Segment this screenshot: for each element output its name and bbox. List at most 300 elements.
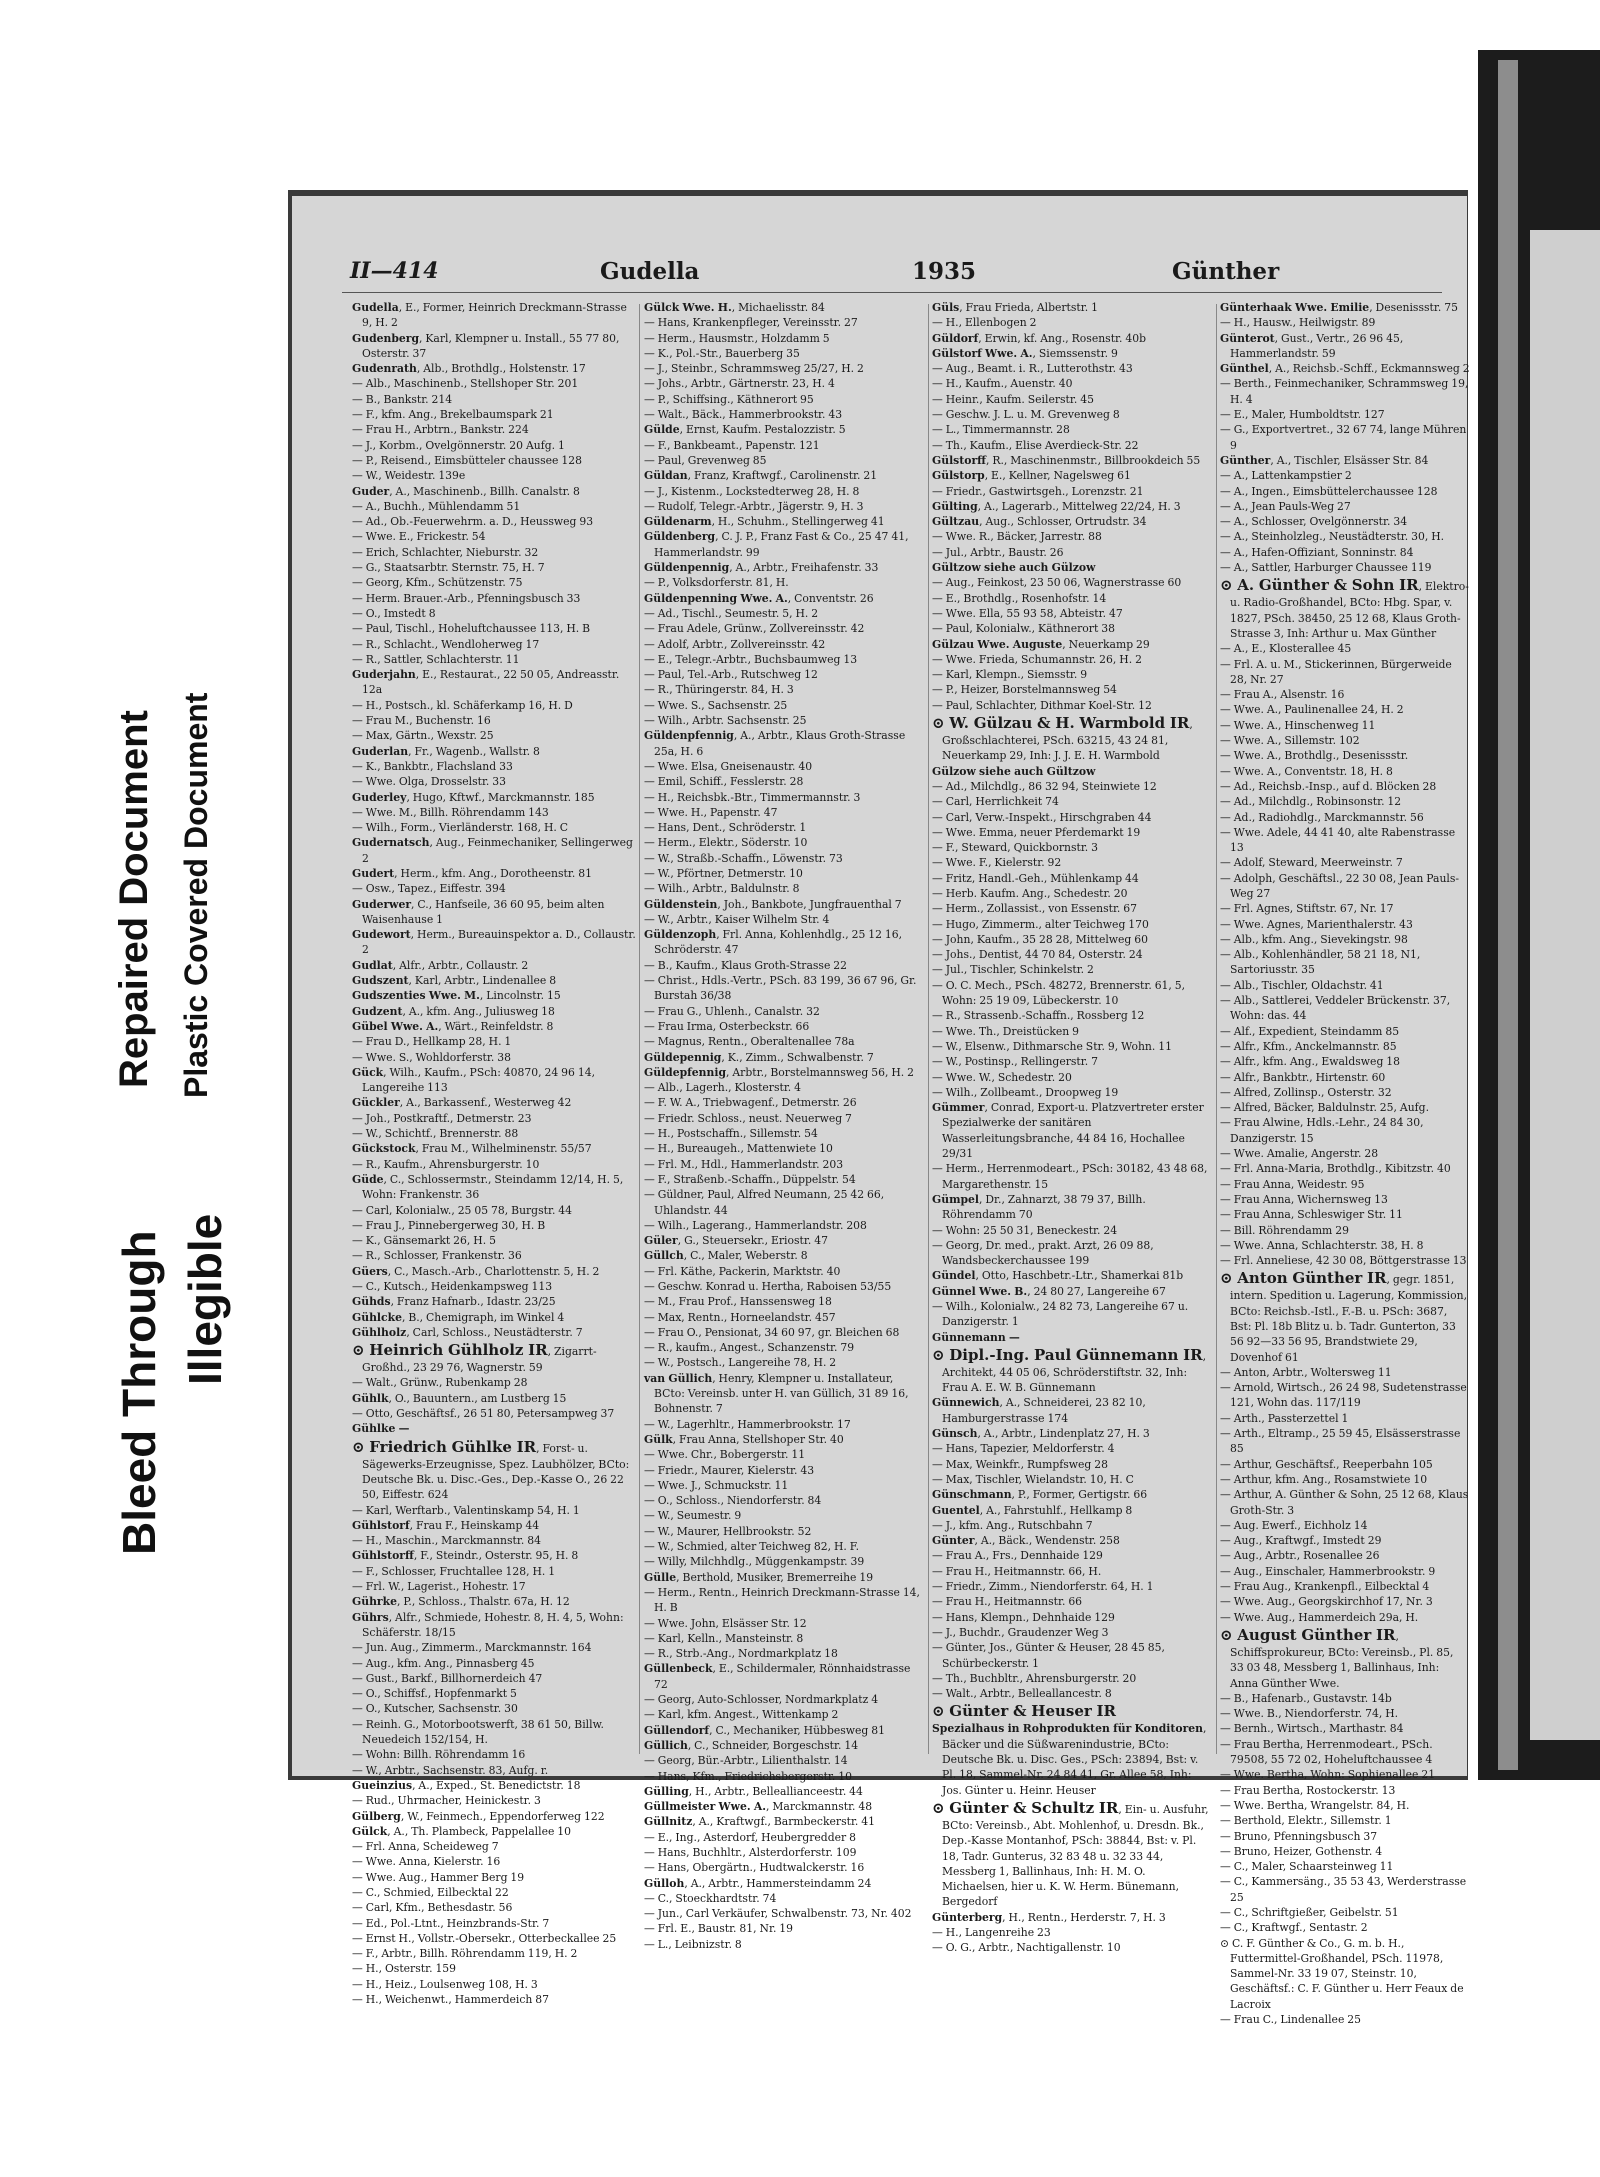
directory-entry: — Herb. Kaufm. Ang., Schedestr. 20 xyxy=(932,886,1128,900)
directory-entry: — B., Bankstr. 214 xyxy=(352,392,453,406)
directory-entry: — Ad., Radiohdlg., Marckmannstr. 56 xyxy=(1220,810,1424,824)
directory-entry: — Th., Buchbltr., Ahrensburgerstr. 20 xyxy=(932,1671,1137,1685)
directory-entry: — Erich, Schlachter, Nieburstr. 32 xyxy=(352,545,539,559)
directory-entry: — P., Heizer, Borstelmannsweg 54 xyxy=(932,683,1117,697)
directory-entry: ⊙ Friedrich Gühlke IR, Forst- u. Sägewerks-Erzeugnisse, Spez. Laubhölzer, BCto: Deutsche Bk. u. Disc.-Ges., Dep.-Kasse O., 26 22 50, Eiffestr. 624 xyxy=(352,1437,630,1502)
next-page-edge xyxy=(1530,230,1600,1740)
directory-entry: — Paul, Grevenweg 85 xyxy=(644,453,767,467)
directory-entry: — H., Weichenwt., Hammerdeich 87 xyxy=(352,1993,550,2007)
directory-entry: — O., Imstedt 8 xyxy=(352,606,436,620)
directory-entry: Gühlke — xyxy=(352,1422,410,1436)
directory-entry: Güllmeister Wwe. A., Marckmannstr. 48 xyxy=(644,1800,873,1814)
directory-entry: — H., Ellenbogen 2 xyxy=(932,316,1037,330)
directory-entry: — P., Schiffsing., Käthnerort 95 xyxy=(644,392,814,406)
directory-entry: — Frl. A. u. M., Stickerinnen, Bürgerweide 28, Nr. 27 xyxy=(1220,657,1452,686)
directory-entry: — Frau D., Hellkamp 28, H. 1 xyxy=(352,1035,512,1049)
directory-entry: — Emil, Schiff., Fesslerstr. 28 xyxy=(644,775,804,789)
directory-entry: — Frl. Käthe, Packerin, Marktstr. 40 xyxy=(644,1264,841,1278)
directory-entry: — A., Schlosser, Ovelgönnerstr. 34 xyxy=(1220,515,1408,529)
directory-entry: Güllich, C., Schneider, Borgeschstr. 14 xyxy=(644,1738,859,1752)
directory-entry: — E., Ing., Asterdorf, Heubergredder 8 xyxy=(644,1830,856,1844)
directory-entry: — Jul., Tischler, Schinkelstr. 2 xyxy=(932,963,1094,977)
directory-entry: Günterot, Gust., Vertr., 26 96 45, Hammerlandstr. 59 xyxy=(1220,331,1404,360)
directory-entry: Güde, C., Schlossermstr., Steindamm 12/14, H. 5, Wohn: Frankenstr. 36 xyxy=(352,1172,624,1202)
directory-entry: — Max, Weinkfr., Rumpfsweg 28 xyxy=(932,1457,1108,1471)
directory-entry: — Frl. M., Hdl., Hammerlandstr. 203 xyxy=(644,1157,844,1171)
directory-entry: — Frau Anna, Schleswiger Str. 11 xyxy=(1220,1208,1403,1222)
directory-entry: — Ed., Pol.-Ltnt., Heinzbrands-Str. 7 xyxy=(352,1916,550,1930)
directory-entry: — Adolf, Arbtr., Zollvereinsstr. 42 xyxy=(644,637,826,651)
directory-entry: — Herm., Elektr., Söderstr. 10 xyxy=(644,836,808,850)
directory-entry: Gülde, Ernst, Kaufm. Pestalozzistr. 5 xyxy=(644,423,846,437)
directory-entry: — M., Frau Prof., Hanssensweg 18 xyxy=(644,1295,832,1309)
directory-entry: — F., Steward, Quickbornstr. 3 xyxy=(932,841,1099,855)
directory-entry: — Wwe. H., Papenstr. 47 xyxy=(644,805,778,819)
directory-entry: ⊙ Dipl.-Ing. Paul Günnemann IR, Architekt, 44 05 06, Schröderstiftstr. 32, Inh: Frau A. E. W. B. Günnemann xyxy=(932,1345,1207,1395)
directory-entry: — Wilh., Kolonialw., 24 82 73, Langereihe 67 u. Danzigerstr. 1 xyxy=(932,1300,1189,1329)
plastic-covered-label: Plastic Covered Document xyxy=(178,692,214,1098)
directory-entry: Gültzow siehe auch Gülzow xyxy=(932,561,1096,575)
directory-entry: Günnel Wwe. B., 24 80 27, Langereihe 67 xyxy=(932,1284,1166,1298)
directory-entry: — Reinh. G., Motorbootswerft, 38 61 50, Billw. Neuedeich 152/154, H. xyxy=(352,1717,604,1747)
directory-entry: — Ad., Ob.-Feuerwehrm. a. D., Heussweg 93 xyxy=(352,515,594,529)
directory-entry: — Frau M., Buchenstr. 16 xyxy=(352,714,491,728)
directory-entry: — Aug., kfm. Ang., Pinnasberg 45 xyxy=(352,1656,535,1670)
directory-entry: Gührs, Alfr., Schmiede, Hohestr. 8, H. 4, 5, Wohn: Schäferstr. 18/15 xyxy=(352,1610,624,1639)
directory-entry: — H., Postsch., kl. Schäferkamp 16, H. D xyxy=(352,698,573,712)
directory-entry: — Christ., Hdls.-Vertr., PSch. 83 199, 36 67 96, Gr. Burstah 36/38 xyxy=(644,974,917,1003)
directory-entry: Gülzow siehe auch Gültzow xyxy=(932,764,1096,778)
directory-entry: — Wilh., Arbtr. Sachsenstr. 25 xyxy=(644,714,807,728)
directory-entry: — Frl. W., Lagerist., Hohestr. 17 xyxy=(352,1580,526,1594)
directory-entry: — Frl. Anneliese, 42 30 08, Böttgerstrasse 13 xyxy=(1220,1254,1467,1268)
directory-entry: — Wwe. Bertha, Wohn: Sophienallee 21 xyxy=(1220,1768,1436,1782)
directory-entry: — Herm., Rentn., Heinrich Dreckmann-Strasse 14, H. B xyxy=(644,1585,920,1615)
directory-entry: — Alfr., Kfm., Anckelmannstr. 85 xyxy=(1220,1039,1397,1053)
directory-entry: — Wwe. B., Niendorferstr. 74, H. xyxy=(1220,1707,1399,1721)
directory-entry: — Adolph, Geschäftsl., 22 30 08, Jean Pauls-Weg 27 xyxy=(1220,871,1460,900)
directory-entry: — Jun., Carl Verkäufer, Schwalbenstr. 73, Nr. 402 xyxy=(644,1907,912,1921)
directory-entry: — Friedr., Zimm., Niendorferstr. 64, H. 1 xyxy=(932,1580,1154,1594)
directory-entry: — F. W. A., Triebwagenf., Detmerstr. 26 xyxy=(644,1096,857,1110)
directory-entry: — Wwe. Amalie, Angerstr. 28 xyxy=(1220,1147,1379,1161)
directory-entry: — Adolf, Steward, Meerweinstr. 7 xyxy=(1220,856,1403,870)
directory-entry: — Herm., Herrenmodeart., PSch: 30182, 43 48 68, Margarethenstr. 15 xyxy=(932,1162,1208,1191)
directory-entry: Guderwer, C., Hanfseile, 36 60 95, beim alten Waisenhause 1 xyxy=(352,897,605,926)
directory-entry: — Herm., Zollassist., von Essenstr. 67 xyxy=(932,902,1138,916)
directory-entry: — Aug., Beamt. i. R., Lutterothstr. 43 xyxy=(932,362,1133,376)
directory-entry: — Frau G., Uhlenh., Canalstr. 32 xyxy=(644,1004,820,1018)
directory-entry: Günterberg, H., Rentn., Herderstr. 7, H. 3 xyxy=(932,1910,1166,1924)
directory-entry: — Paul, Tel.-Arb., Rutschweg 12 xyxy=(644,668,818,682)
directory-entry: — A., Steinholzleg., Neustädterstr. 30, H. xyxy=(1220,530,1445,544)
directory-entry: Gülk, Frau Anna, Stellshoper Str. 40 xyxy=(644,1432,844,1446)
directory-entry: — Frau Anna, Weidestr. 95 xyxy=(1220,1177,1365,1191)
directory-entry: Gühlk, O., Bauuntern., am Lustberg 15 xyxy=(352,1391,567,1405)
directory-entry: — Wwe. Th., Dreistücken 9 xyxy=(932,1024,1080,1038)
directory-entry: — F., kfm. Ang., Brekelbaumspark 21 xyxy=(352,408,554,422)
directory-entry: — Alfred, Zollinsp., Osterstr. 32 xyxy=(1220,1085,1392,1099)
directory-entry: — Walt., Grünw., Rubenkamp 28 xyxy=(352,1376,528,1390)
directory-entry: — Ad., Tischl., Seumestr. 5, H. 2 xyxy=(644,606,819,620)
directory-entry: — Aug., Feinkost, 23 50 06, Wagnerstrasse 60 xyxy=(932,576,1182,590)
directory-entry: — Ad., Reichsb.-Insp., auf d. Blöcken 28 xyxy=(1220,779,1437,793)
directory-entry: — R., Kaufm., Ahrensburgerstr. 10 xyxy=(352,1157,540,1171)
directory-entry: Gülzau Wwe. Auguste, Neuerkamp 29 xyxy=(932,637,1150,651)
directory-entry: — Frau A., Alsenstr. 16 xyxy=(1220,688,1345,702)
directory-entry: Gudella, E., Former, Heinrich Dreckmann-Strasse 9, H. 2 xyxy=(352,301,627,330)
directory-entry: — Max, Tischler, Wielandstr. 10, H. C xyxy=(932,1472,1134,1486)
directory-entry: — Friedr., Gastwirtsgeh., Lorenzstr. 21 xyxy=(932,484,1144,498)
directory-entry: — Wilh., Form., Vierländerstr. 168, H. C xyxy=(352,821,569,835)
directory-entry: — Alfred, Bäcker, Baldulnstr. 25, Aufg. xyxy=(1220,1101,1429,1115)
directory-entry: — A., Sattler, Harburger Chaussee 119 xyxy=(1220,561,1432,575)
directory-entry: — W., Maurer, Hellbrookstr. 52 xyxy=(644,1524,812,1538)
directory-entry: Gudert, Herm., kfm. Ang., Dorotheenstr. 81 xyxy=(352,866,592,880)
directory-entry: — Frau H., Heitmannstr. 66 xyxy=(932,1595,1083,1609)
directory-entry: — Frau Irma, Osterbeckstr. 66 xyxy=(644,1019,810,1033)
directory-entry: — Alb., Tischler, Oldachstr. 41 xyxy=(1220,978,1384,992)
directory-entry: — Wilh., Arbtr., Baldulnstr. 8 xyxy=(644,882,800,896)
column-divider xyxy=(639,304,640,1754)
directory-entry: — H., Bureaugeh., Mattenwiete 10 xyxy=(644,1142,833,1156)
directory-entry: ⊙ W. Gülzau & H. Warmbold IR, Großschlachterei, PSch. 63215, 43 24 81, Neuerkamp 29, Inh: J. J. E. H. Warmbold xyxy=(932,714,1193,763)
directory-entry: — W., Seumestr. 9 xyxy=(644,1509,742,1523)
directory-entry: — Heinr., Kaufm. Seilerstr. 45 xyxy=(932,392,1094,406)
directory-entry: — Günter, Jos., Günter & Heuser, 28 45 85, Schürbeckerstr. 1 xyxy=(932,1641,1165,1670)
directory-entry: — Geschw. J. L. u. M. Grevenweg 8 xyxy=(932,408,1120,422)
directory-entry: — F., Bankbeamt., Papenstr. 121 xyxy=(644,438,820,452)
directory-entry: Günnemann — xyxy=(932,1330,1020,1344)
directory-entry: Gudzent, A., kfm. Ang., Juliusweg 18 xyxy=(352,1004,555,1018)
directory-entry: — Wwe. Ella, 55 93 58, Abteistr. 47 xyxy=(932,606,1123,620)
directory-entry: — Willy, Milchhdlg., Müggenkampstr. 39 xyxy=(644,1555,865,1569)
directory-entry: — Jun. Aug., Zimmerm., Marckmannstr. 164 xyxy=(352,1641,592,1655)
directory-entry: Gühlcke, B., Chemigraph, im Winkel 4 xyxy=(352,1310,565,1324)
directory-entry: Gückler, A., Barkassenf., Westerweg 42 xyxy=(352,1096,572,1110)
directory-entry: Gülck, A., Th. Plambeck, Pappelallee 10 xyxy=(352,1824,572,1838)
directory-entry: — O. G., Arbtr., Nachtigallenstr. 10 xyxy=(932,1941,1121,1955)
directory-entry: — Gust., Barkf., Billhornerdeich 47 xyxy=(352,1671,543,1685)
directory-entry: Guderjahn, E., Restaurat., 22 50 05, Andreasstr. 12a xyxy=(352,668,620,697)
directory-entry: — O. C. Mech., PSch. 48272, Brennerstr. 61, 5, Wohn: 25 19 09, Lübeckerstr. 10 xyxy=(932,978,1186,1008)
directory-entry: — Johs., Dentist, 44 70 84, Osterstr. 24 xyxy=(932,948,1143,962)
directory-entry: — F., Schlosser, Fruchtallee 128, H. 1 xyxy=(352,1564,556,1578)
directory-entry: — Carl, Herrlichkeit 74 xyxy=(932,795,1059,809)
directory-entry: — Frau H., Heitmannstr. 66, H. xyxy=(932,1564,1102,1578)
directory-entry: Guderlan, Fr., Wagenb., Wallstr. 8 xyxy=(352,744,540,758)
directory-entry: — Johs., Arbtr., Gärtnerstr. 23, H. 4 xyxy=(644,377,835,391)
directory-entry: — Arthur, Geschäftsf., Reeperbahn 105 xyxy=(1220,1457,1433,1471)
directory-entry: — Magnus, Rentn., Oberaltenallee 78a xyxy=(644,1035,855,1049)
directory-entry: — L., Timmermannstr. 28 xyxy=(932,423,1070,437)
directory-entry: Güldenpfennig, A., Arbtr., Klaus Groth-Strasse 25a, H. 6 xyxy=(644,729,906,758)
directory-entry: — W., Schmied, alter Teichweg 82, H. F. xyxy=(644,1540,860,1554)
header-left-word: Gudella xyxy=(600,258,700,285)
directory-entry: — A., Hafen-Offiziant, Sonninstr. 84 xyxy=(1220,545,1414,559)
directory-entry: — Hugo, Zimmerm., alter Teichweg 170 xyxy=(932,917,1149,931)
directory-entry: Güldenberg, C. J. P., Franz Fast & Co., 25 47 41, Hammerlandstr. 99 xyxy=(644,530,909,559)
directory-entry: Gülle, Berthold, Musiker, Bremerreihe 19 xyxy=(644,1570,874,1584)
directory-entry: — B., Kaufm., Klaus Groth-Strasse 22 xyxy=(644,958,848,972)
directory-entry: — A., Lattenkampstier 2 xyxy=(1220,469,1352,483)
directory-entry: Günthel, A., Reichsb.-Schff., Eckmannsweg 2 xyxy=(1220,362,1470,376)
column-2 xyxy=(644,300,926,1951)
directory-entry: — Carl, Verw.-Inspekt., Hirschgraben 44 xyxy=(932,810,1152,824)
directory-entry: — Alb., Kohlenhändler, 58 21 18, N1, Sartoriusstr. 35 xyxy=(1220,948,1421,977)
directory-entry: — Frau Anna, Wichernsweg 13 xyxy=(1220,1192,1388,1206)
directory-entry: Güls, Frau Frieda, Albertstr. 1 xyxy=(932,301,1098,314)
directory-entry: Gübel Wwe. A., Wärt., Reinfeldstr. 8 xyxy=(352,1019,554,1033)
directory-entry: — Alf., Expedient, Steindamm 85 xyxy=(1220,1024,1400,1038)
directory-entry: Guderley, Hugo, Kftwf., Marckmannstr. 185 xyxy=(352,790,595,804)
directory-entry: Gülstorff, R., Maschinenmstr., Billbrookdeich 55 xyxy=(932,453,1201,467)
directory-entry: Günther, A., Tischler, Elsässer Str. 84 xyxy=(1220,453,1429,467)
directory-entry: — Karl, Klempn., Siemsstr. 9 xyxy=(932,668,1088,682)
directory-entry: — Hans, Krankenpfleger, Vereinsstr. 27 xyxy=(644,316,858,330)
directory-entry: — K., Pol.-Str., Bauerberg 35 xyxy=(644,346,800,360)
directory-entry: — Joh., Postkraftf., Detmerstr. 23 xyxy=(352,1111,532,1125)
directory-entry: Gültzau, Aug., Schlosser, Ortrudstr. 34 xyxy=(932,515,1147,529)
directory-entry: — Bruno, Pfenningsbusch 37 xyxy=(1220,1829,1378,1843)
directory-entry: Gühlholz, Carl, Schloss., Neustädterstr. 7 xyxy=(352,1325,583,1339)
directory-entry: — Georg, Dr. med., prakt. Arzt, 26 09 88, Wandsbeckerchaussee 199 xyxy=(932,1238,1154,1268)
directory-entry: — Max, Rentn., Horneelandstr. 457 xyxy=(644,1310,836,1324)
directory-entry: — Georg, Auto-Schlosser, Nordmarkplatz 4 xyxy=(644,1693,879,1707)
directory-entry: Güldan, Franz, Kraftwgf., Carolinenstr. 21 xyxy=(644,469,878,483)
directory-entry: Gück, Wilh., Kaufm., PSch: 40870, 24 96 14, Langereihe 113 xyxy=(352,1065,596,1095)
column-3 xyxy=(932,300,1214,1955)
directory-entry: — Wwe. Frieda, Schumannstr. 26, H. 2 xyxy=(932,652,1142,666)
directory-entry: Spezialhaus in Rohprodukten für Konditoren, Bäcker und die Süßwarenindustrie, BCto: Deutsche Bk. u. Disc. Ges., PSch: 23894, Bst: v. Pl. 18, Sammel-Nr. 24 84 41, Gr. Allee 58, Inh: Jos. Günter u. Heinr. Heuser xyxy=(932,1722,1207,1797)
directory-entry: — C., Maler, Schaarsteinweg 11 xyxy=(1220,1860,1394,1874)
directory-entry: Güllnitz, A., Kraftwgf., Barmbeckerstr. 41 xyxy=(644,1815,876,1829)
directory-entry: — Th., Kaufm., Elise Averdieck-Str. 22 xyxy=(932,438,1139,452)
directory-entry: — W., Weidestr. 139e xyxy=(352,469,466,483)
directory-entry: — Frau Bertha, Herrenmodeart., PSch. 79508, 55 72 02, Hoheluftchaussee 4 xyxy=(1220,1737,1433,1767)
directory-entry: Güldenzoph, Frl. Anna, Kohlenhdlg., 25 12 16, Schröderstr. 47 xyxy=(644,928,903,957)
directory-entry: — Georg, Bür.-Arbtr., Lilienthalstr. 14 xyxy=(644,1754,848,1768)
directory-entry: — P., Reisend., Eimsbütteler chaussee 128 xyxy=(352,453,582,467)
header-year: 1935 xyxy=(912,258,977,285)
directory-entry: — Otto, Geschäftsf., 26 51 80, Petersampweg 37 xyxy=(352,1407,615,1421)
directory-entry: — Karl, kfm. Angest., Wittenkamp 2 xyxy=(644,1708,839,1722)
directory-entry: — Wwe. S., Sachsenstr. 25 xyxy=(644,698,788,712)
directory-entry: — R., Strb.-Ang., Nordmarkplatz 18 xyxy=(644,1647,838,1661)
directory-entry: — Hans, Dent., Schröderstr. 1 xyxy=(644,821,807,835)
directory-entry: Gülstorp, E., Kellner, Nagelsweg 61 xyxy=(932,469,1131,483)
directory-entry: — Wwe. Bertha, Wrangelstr. 84, H. xyxy=(1220,1798,1410,1812)
directory-entry: — Frau Alwine, Hdls.-Lehr., 24 84 30, Danzigerstr. 15 xyxy=(1220,1116,1424,1145)
directory-entry: ⊙ August Günther IR, Schiffsprokureur, BCto: Vereinsb., Pl. 85, 33 03 48, Messberg 1, Ballinhaus, Inh: Anna Günther Wwe. xyxy=(1220,1625,1454,1690)
directory-entry: Gühlstorff, F., Steindr., Osterstr. 95, H. 8 xyxy=(352,1549,579,1563)
directory-entry: Günnewich, A., Schneiderei, 23 82 10, Hamburgerstrasse 174 xyxy=(932,1396,1146,1425)
directory-entry: — Arthur, kfm. Ang., Rosamstwiete 10 xyxy=(1220,1472,1428,1486)
directory-entry: — Alfr., kfm. Ang., Ewaldsweg 18 xyxy=(1220,1055,1401,1069)
directory-entry: Günschmann, P., Former, Gertigstr. 66 xyxy=(932,1488,1148,1502)
directory-entry: Gülting, A., Lagerarb., Mittelweg 22/24, H. 3 xyxy=(932,499,1181,513)
directory-entry: — Friedr., Maurer, Kielerstr. 43 xyxy=(644,1463,815,1477)
directory-entry: — Bill. Röhrendamm 29 xyxy=(1220,1223,1349,1237)
directory-entry: — O., Schiffsf., Hopfenmarkt 5 xyxy=(352,1687,517,1701)
directory-entry: — Osw., Tapez., Eiffestr. 394 xyxy=(352,882,506,896)
directory-entry: — Wwe. M., Billh. Röhrendamm 143 xyxy=(352,805,549,819)
directory-entry: — G., Staatsarbtr. Sternstr. 75, H. 7 xyxy=(352,561,545,575)
directory-entry: — Aug., Arbtr., Rosenallee 26 xyxy=(1220,1549,1380,1563)
directory-entry: — E., Maler, Humboldtstr. 127 xyxy=(1220,408,1385,422)
directory-entry: — Frau Bertha, Rostockerstr. 13 xyxy=(1220,1783,1396,1797)
directory-entry: — Berth., Feinmechaniker, Schrammsweg 19, H. 4 xyxy=(1220,377,1469,406)
directory-entry: — Hans, Buchhltr., Alsterdorferstr. 109 xyxy=(644,1845,857,1859)
illegible-label: Illegible xyxy=(179,1213,231,1385)
directory-entry: Gudszenties Wwe. M., Lincolnstr. 15 xyxy=(352,989,561,1003)
directory-entry: ⊙ A. Günther & Sohn IR, Elektro- u. Radio-Großhandel, BCto: Hbg. Spar, v. 1827, PSch. 38450, 25 12 68, Klaus Groth-Strasse 3, Inh: Arthur u. Max Günther xyxy=(1220,576,1469,640)
directory-entry: — Walt., Bäck., Hammerbrookstr. 43 xyxy=(644,408,843,422)
directory-entry: — Paul, Schlachter, Dithmar Koel-Str. 12 xyxy=(932,698,1152,712)
header-right-word: Günther xyxy=(1172,258,1280,285)
directory-entry: — Karl, Kelln., Mansteinstr. 8 xyxy=(644,1631,804,1645)
directory-entry: — Hans, Klempn., Dehnhaide 129 xyxy=(932,1610,1115,1624)
directory-entry: — W., Elsenw., Dithmarsche Str. 9, Wohn. 11 xyxy=(932,1039,1172,1053)
directory-entry: — C., Kraftwgf., Sentastr. 2 xyxy=(1220,1921,1368,1935)
directory-entry: — Hans, Tapezier, Meldorferstr. 4 xyxy=(932,1442,1115,1456)
directory-entry: — Frl. Anna, Scheideweg 7 xyxy=(352,1840,499,1854)
column-1 xyxy=(352,300,636,2007)
directory-entry: — Wwe. Aug., Georgskirchhof 17, Nr. 3 xyxy=(1220,1595,1433,1609)
directory-entry: — A., Jean Pauls-Weg 27 xyxy=(1220,499,1351,513)
directory-entry: — Frau Aug., Krankenpfl., Eilbecktal 4 xyxy=(1220,1580,1430,1594)
page-header xyxy=(292,258,1467,294)
directory-entry: — R., Thüringerstr. 84, H. 3 xyxy=(644,683,794,697)
directory-entry: Güldorf, Erwin, kf. Ang., Rosenstr. 40b xyxy=(932,331,1147,345)
directory-entry: — C., Kammersäng., 35 53 43, Werderstrasse 25 xyxy=(1220,1875,1467,1904)
directory-entry: Günterhaak Wwe. Emilie, Desenissstr. 75 xyxy=(1220,301,1458,314)
directory-entry: — Frau O., Pensionat, 34 60 97, gr. Bleichen 68 xyxy=(644,1325,900,1339)
directory-entry: Gülberg, W., Feinmech., Eppendorferweg 122 xyxy=(352,1809,605,1823)
directory-entry: — Aug., Kraftwgf., Imstedt 29 xyxy=(1220,1534,1382,1548)
directory-entry: — Wwe. Emma, neuer Pferdemarkt 19 xyxy=(932,825,1141,839)
directory-entry: — Max, Gärtn., Wexstr. 25 xyxy=(352,729,494,743)
directory-entry: — H., Langenreihe 23 xyxy=(932,1925,1051,1939)
column-4 xyxy=(1220,300,1470,2027)
directory-entry: — E., Telegr.-Arbtr., Buchsbaumweg 13 xyxy=(644,652,858,666)
directory-entry: — Bruno, Heizer, Gothenstr. 4 xyxy=(1220,1844,1383,1858)
directory-entry: — Wwe. John, Elsässer Str. 12 xyxy=(644,1616,807,1630)
directory-entry: — Wwe. W., Schedestr. 20 xyxy=(932,1070,1072,1084)
directory-entry: — Wwe. A., Sillemstr. 102 xyxy=(1220,734,1360,748)
directory-entry: — Wwe. Chr., Bobergerstr. 11 xyxy=(644,1448,806,1462)
directory-entry: — H., Osterstr. 159 xyxy=(352,1962,457,1976)
directory-entry: — W., Arbtr., Kaiser Wilhelm Str. 4 xyxy=(644,912,830,926)
directory-entry: — C., Kutsch., Heidenkampsweg 113 xyxy=(352,1280,553,1293)
page-number: II—414 xyxy=(350,258,439,284)
directory-entry: — Alb., kfm. Ang., Sievekingstr. 98 xyxy=(1220,932,1408,946)
directory-entry: — Geschw. Konrad u. Hertha, Raboisen 53/55 xyxy=(644,1280,892,1293)
column-divider xyxy=(1216,304,1217,1754)
directory-entry: — Hans, Obergärtn., Hudtwalckerstr. 16 xyxy=(644,1861,865,1875)
directory-entry: — F., Arbtr., Billh. Röhrendamm 119, H. 2 xyxy=(352,1947,578,1961)
directory-entry: — F., Straßenb.-Schaffn., Düppelstr. 54 xyxy=(644,1172,856,1186)
directory-entry: — A., E., Klosterallee 45 xyxy=(1220,642,1352,656)
directory-entry: ⊙ Günter & Schultz IR, Ein- u. Ausfuhr, BCto: Vereinsb., Abt. Mohlenhof, u. Dresdn. Bk., Dep.-Kasse Montanhof, PSch: 38844, Bst: v. Pl. 18, Tadr. Gunterus, 32 83 48 u. 32 33 44, Messberg 1, Ballinhaus, Inh: H. M. O. Michaelsen, hier u. K. W. Herm. Bünemann, Bergedorf xyxy=(932,1798,1209,1909)
directory-entry: Gülck Wwe. H., Michaelisstr. 84 xyxy=(644,301,825,314)
directory-entry: — C., Schmied, Eilbecktal 22 xyxy=(352,1885,509,1899)
directory-entry: ⊙ Heinrich Gühlholz IR, Zigarrt-Großhd., 23 29 76, Wagnerstr. 59 xyxy=(352,1341,597,1375)
directory-entry: Gührke, P., Schloss., Thalstr. 67a, H. 12 xyxy=(352,1595,570,1609)
directory-entry: Gudenberg, Karl, Klempner u. Install., 55 77 80, Osterstr. 37 xyxy=(352,331,620,360)
directory-entry: Guder, A., Maschinenb., Billh. Canalstr. 8 xyxy=(352,484,580,498)
directory-entry: — Wilh., Lagerang., Hammerlandstr. 208 xyxy=(644,1218,867,1232)
directory-entry: — Herm. Brauer.-Arb., Pfenningsbusch 33 xyxy=(352,591,581,605)
directory-entry: — Ernst H., Vollstr.-Obersekr., Otterbeckallee 25 xyxy=(352,1931,617,1945)
directory-entry: — John, Kaufm., 35 28 28, Mittelweg 60 xyxy=(932,932,1149,946)
directory-entry: — Wwe. E., Frickestr. 54 xyxy=(352,530,486,544)
directory-entry: — Hans, Kfm., Friedrichsbergerstr. 10 xyxy=(644,1769,852,1783)
directory-entry: — Ad., Milchdlg., 86 32 94, Steinwiete 12 xyxy=(932,779,1157,793)
column-divider xyxy=(928,304,929,1754)
directory-entry: — Wwe. Olga, Drosselstr. 33 xyxy=(352,775,507,789)
directory-entry: Gümmer, Conrad, Export-u. Platzvertreter erster Spezialwerke der sanitären Wasserleitungsbranche, 44 84 16, Hochallee 29/31 xyxy=(932,1101,1204,1161)
directory-entry: Gümpel, Dr., Zahnarzt, 38 79 37, Billh. Röhrendamm 70 xyxy=(932,1192,1146,1222)
directory-entry: — Arth., Passterzettel 1 xyxy=(1220,1411,1349,1425)
directory-entry: — Arthur, A. Günther & Sohn, 25 12 68, Klaus Groth-Str. 3 xyxy=(1220,1488,1469,1517)
directory-entry: — Wwe. Adele, 44 41 40, alte Rabenstrasse 13 xyxy=(1220,825,1456,855)
directory-entry: Gückstock, Frau M., Wilhelminenstr. 55/57 xyxy=(352,1142,592,1156)
directory-entry: — P., Volksdorferstr. 81, H. xyxy=(644,576,789,590)
directory-entry: Guentel, A., Fahrstuhlf., Hellkamp 8 xyxy=(932,1503,1133,1517)
directory-entry: — Jul., Arbtr., Baustr. 26 xyxy=(932,545,1064,559)
directory-entry: Gudewort, Herm., Bureauinspektor a. D., Collaustr. 2 xyxy=(352,928,636,957)
directory-entry: — H., Heiz., Loulsenweg 108, H. 3 xyxy=(352,1977,538,1991)
directory-entry: — Wwe. Anna, Schlachterstr. 38, H. 8 xyxy=(1220,1238,1424,1252)
directory-entry: — Wwe. Aug., Hammerdeich 29a, H. xyxy=(1220,1610,1419,1624)
directory-entry: Gühlstorf, Frau F., Heinskamp 44 xyxy=(352,1518,540,1532)
repaired-document-label: Repaired Document xyxy=(112,710,156,1088)
directory-entry: Güllendorf, C., Mechaniker, Hübbesweg 81 xyxy=(644,1723,886,1737)
directory-entry: — Wohn: Billh. Röhrendamm 16 xyxy=(352,1748,526,1762)
directory-entry: — C., Stoeckhardtstr. 74 xyxy=(644,1891,777,1905)
directory-entry: — Wwe. Aug., Hammer Berg 19 xyxy=(352,1870,525,1884)
directory-entry: Güers, C., Masch.-Arb., Charlottenstr. 5, H. 2 xyxy=(352,1264,600,1278)
directory-entry: Güldepennig, K., Zimm., Schwalbenstr. 7 xyxy=(644,1050,874,1064)
directory-entry: — W., Pförtner, Detmerstr. 10 xyxy=(644,866,803,880)
directory-entry: — W., Schichtf., Brennerstr. 88 xyxy=(352,1127,519,1141)
directory-entry: Güldenpenning Wwe. A., Conventstr. 26 xyxy=(644,591,874,605)
directory-entry: Gülloh, A., Arbtr., Hammersteindamm 24 xyxy=(644,1876,872,1890)
directory-entry: — Paul, Tischl., Hoheluftchaussee 113, H. B xyxy=(352,622,591,636)
directory-entry: — J., Buchdr., Graudenzer Weg 3 xyxy=(932,1625,1109,1639)
directory-entry: — Bernh., Wirtsch., Marthastr. 84 xyxy=(1220,1722,1404,1736)
directory-entry: — Wwe. F., Kielerstr. 92 xyxy=(932,856,1062,870)
directory-entry: — E., Brothdlg., Rosenhofstr. 14 xyxy=(932,591,1107,605)
directory-entry: — Alb., Sattlerei, Veddeler Brückenstr. 37, Wohn: das. 44 xyxy=(1220,994,1451,1023)
directory-entry: — Herm., Hausmstr., Holzdamm 5 xyxy=(644,331,830,345)
directory-entry: — Paul, Kolonialw., Käthnerort 38 xyxy=(932,622,1115,636)
directory-entry: — W., Postinsp., Rellingerstr. 7 xyxy=(932,1055,1098,1069)
directory-entry: — Wwe. Agnes, Marienthalerstr. 43 xyxy=(1220,917,1413,931)
directory-entry: Güldenstein, Joh., Bankbote, Jungfrauenthal 7 xyxy=(644,897,902,911)
directory-entry: — Frl. Anna-Maria, Brothdlg., Kibitzstr. 40 xyxy=(1220,1162,1451,1176)
directory-entry: Gudenrath, Alb., Brothdlg., Holstenstr. 17 xyxy=(352,362,586,376)
header-rule xyxy=(342,292,1442,293)
directory-entry: — R., kaufm., Angest., Schanzenstr. 79 xyxy=(644,1341,855,1355)
directory-entry: — Frl. E., Baustr. 81, Nr. 19 xyxy=(644,1922,794,1936)
directory-entry: — Wwe. S., Wohldorferstr. 38 xyxy=(352,1050,511,1064)
directory-entry: Günter, A., Bäck., Wendenstr. 258 xyxy=(932,1534,1120,1548)
directory-entry: Gudernatsch, Aug., Feinmechaniker, Sellingerweg 2 xyxy=(352,836,633,865)
directory-entry: — R., Strassenb.-Schaffn., Rossberg 12 xyxy=(932,1009,1145,1023)
directory-entry: — Wilh., Zollbeamt., Droopweg 19 xyxy=(932,1085,1119,1099)
